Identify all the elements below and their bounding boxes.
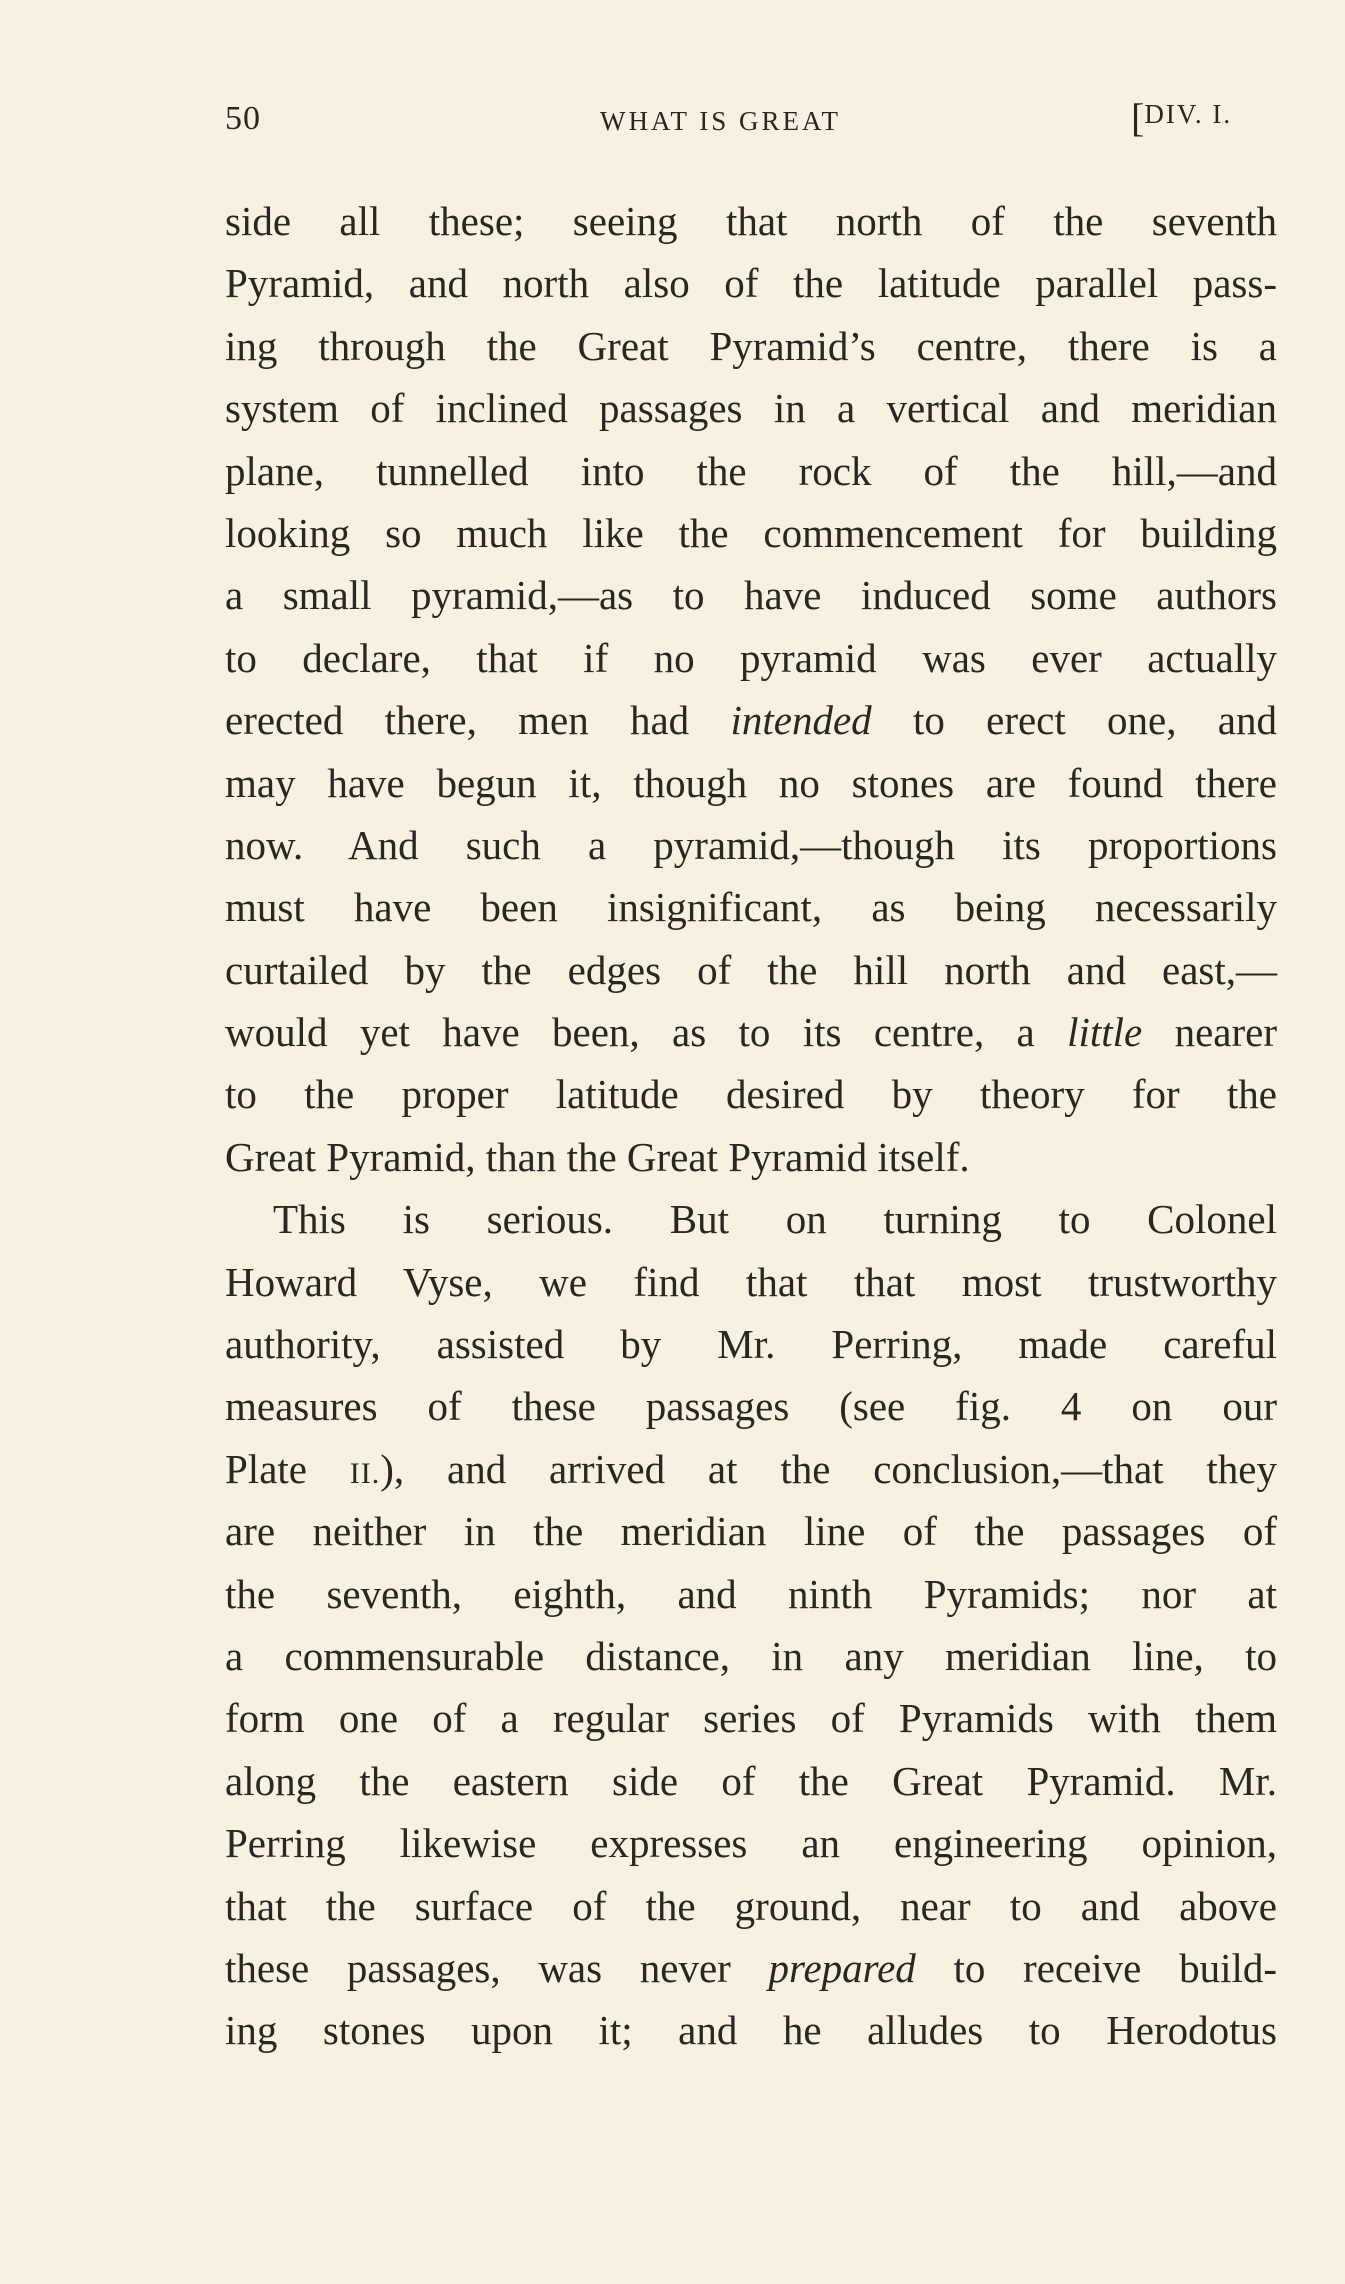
text-line: This is serious. But on turning to Colonel [273,1196,1277,1243]
italic-word: prepared [768,1944,916,1991]
text-line: that the surface of the ground, near to and above [225,1882,1277,1929]
italic-word: little [1067,1009,1143,1056]
text-line: a commensurable distance, in any meridian line, to [225,1632,1277,1679]
text-line: must have been insignificant, as being necessarily [225,884,1277,931]
text-line [225,1438,1277,1500]
text-line: curtailed by the edges of the hill north and east,— [225,946,1277,993]
text-segment: ), and arrived at the conclusion,—that they [380,1445,1277,1492]
text-line: ing stones upon it; and he alludes to Herodotus [225,2007,1277,2054]
text-line: ing through the Great Pyramid’s centre, there is a [225,322,1277,369]
text-segment: erected there, men had [225,697,731,744]
section-marker [1131,94,1232,141]
section-label: DIV. I. [1144,99,1233,129]
text-line: to the proper latitude desired by theory for the [225,1071,1277,1118]
text-line: Perring likewise expresses an engineering opinion, [225,1820,1277,1867]
body-text [225,190,1277,2062]
text-segment: nearer [1142,1009,1277,1056]
running-title: WHAT IS GREAT [600,106,841,136]
text-line: Pyramid, and north also of the latitude parallel pass- [225,260,1277,307]
text-line: a small pyramid,—as to have induced some authors [225,572,1277,619]
text-segment: to erect one, and [871,697,1277,744]
page-number: 50 [225,100,261,137]
text-segment: these passages, was never [225,1944,769,1991]
text-line [225,689,1277,751]
text-line: to declare, that if no pyramid was ever actually [225,634,1277,681]
text-line: are neither in the meridian line of the passages of [225,1508,1277,1555]
text-line: measures of these passages (see fig. 4 on our [225,1383,1277,1430]
text-line [225,1937,1277,1999]
text-line: form one of a regular series of Pyramids with them [225,1695,1277,1742]
text-line: may have begun it, though no stones are found there [225,759,1277,806]
text-line: authority, assisted by Mr. Perring, made careful [225,1321,1277,1368]
plate-numeral: II. [349,1456,381,1490]
section-bracket: [ [1131,95,1145,140]
text-line: plane, tunnelled into the rock of the hill,—and [225,447,1277,494]
text-line: along the eastern side of the Great Pyramid. Mr. [225,1757,1277,1804]
text-line: system of inclined passages in a vertical and meridian [225,385,1277,432]
italic-word: intended [730,697,872,744]
text-line: looking so much like the commencement for building [225,509,1277,556]
text-line: side all these; seeing that north of the seventh [225,198,1277,244]
text-line [225,1001,1277,1063]
text-line: Great Pyramid, than the Great Pyramid itself. [225,1133,970,1180]
text-line: Howard Vyse, we find that that most trustworthy [225,1258,1277,1305]
text-segment: to receive build- [915,1944,1277,1991]
text-line: the seventh, eighth, and ninth Pyramids; nor at [225,1570,1277,1617]
text-segment: would yet have been, as to its centre, a [225,1009,1068,1056]
text-segment: Plate [225,1445,350,1492]
page-header [225,95,1285,160]
text-line: now. And such a pyramid,—though its proportions [225,821,1277,868]
